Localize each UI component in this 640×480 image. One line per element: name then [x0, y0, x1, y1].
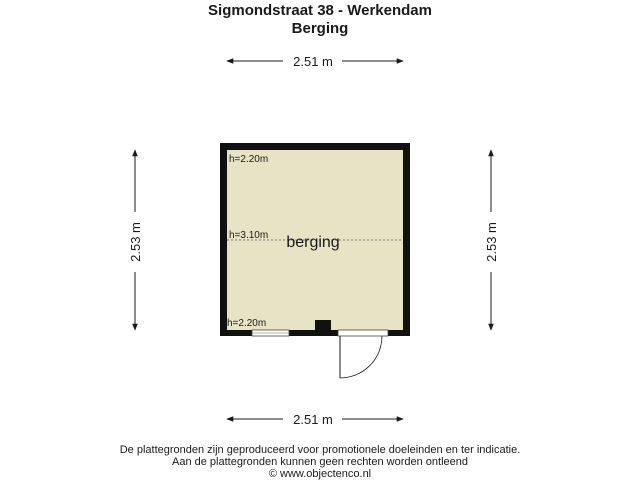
left-dimension [128, 150, 143, 330]
room-label: berging [286, 234, 340, 251]
bottom-dimension [227, 412, 403, 427]
height-label-bottom: h=2.20m [227, 318, 267, 329]
wall-top [220, 143, 410, 150]
floor-title: Berging [291, 20, 349, 37]
right-dimension-label: 2.53 m [484, 222, 499, 262]
top-dimension [227, 54, 403, 69]
wall-right [403, 143, 410, 336]
wall-bottom-right [388, 330, 410, 336]
bottom-dimension-label: 2.51 m [293, 412, 333, 427]
plan-title: Sigmondstraat 38 - Werkendam [208, 2, 432, 19]
wall-bottom-left [220, 330, 252, 336]
left-dimension-label: 2.53 m [128, 222, 143, 262]
right-dimension [484, 150, 499, 330]
height-label-middle: h=3.10m [229, 230, 269, 241]
wall-left [220, 143, 227, 336]
copyright-line: © www.objectenco.nl [268, 468, 372, 480]
disclaimer-line-1: De plattegronden zijn geproduceerd voor promotionele doeleinden en ter indicatie. [119, 444, 521, 456]
door [338, 330, 388, 378]
column [315, 320, 331, 331]
window [252, 330, 289, 336]
door-swing-arc [340, 336, 382, 378]
disclaimer-line-2: Aan de plattegronden kunnen geen rechten worden ontleend [171, 456, 468, 468]
top-dimension-label: 2.51 m [293, 54, 333, 69]
height-label-top: h=2.20m [229, 154, 269, 165]
